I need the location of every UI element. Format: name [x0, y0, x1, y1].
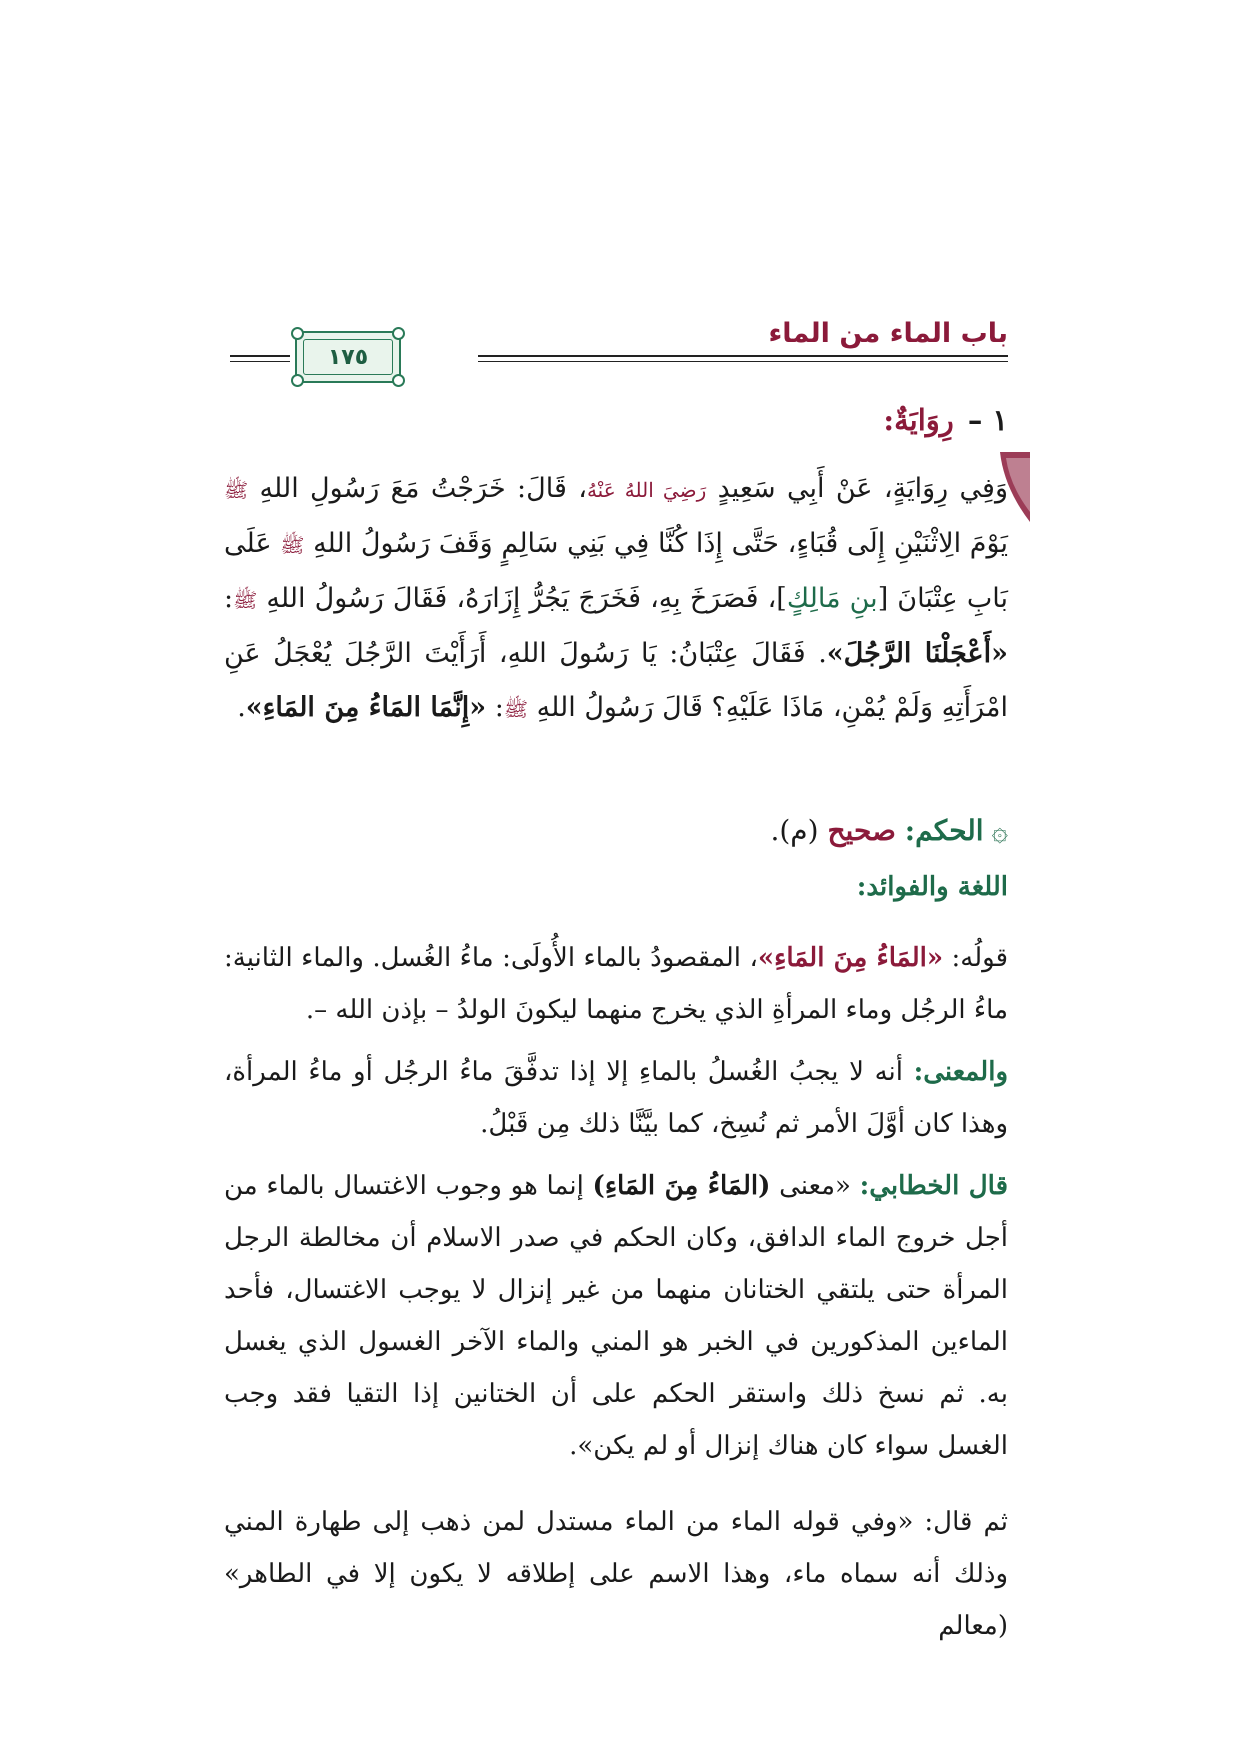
prophetic-quote: «إِنَّمَا المَاءُ مِنَ المَاءِ»: [245, 692, 487, 723]
section-heading: [883, 403, 1008, 437]
badge-corner-ornament: [291, 374, 304, 387]
ruling-label: الحكم:: [904, 814, 984, 847]
paragraph-khattabi: [224, 1160, 1008, 1472]
hadith-part: . فَقَالَ عِتْبَانُ: يَا رَسُولَ اللهِ، أَرَأَيْتَ الرَّجُلَ يُعْجَلُ عَنِ امْرَأَتِهِ وَلَمْ يُمْنِ، مَاذَا عَلَيْهِ؟ قَالَ رَسُولُ اللهِ: [224, 638, 1008, 723]
ruling-value: صحيح: [827, 814, 896, 847]
honorific-saw: ﷺ: [233, 588, 258, 612]
header-rule-left-2: [230, 361, 290, 362]
hadith-part: ، قَالَ: خَرَجْتُ مَعَ رَسُولِ اللهِ: [259, 473, 587, 504]
badge-corner-ornament: [392, 327, 405, 340]
badge-corner-ornament: [392, 374, 405, 387]
ruling-line: [770, 814, 1008, 847]
page-number-badge: [295, 331, 401, 383]
header-rule-left: [230, 355, 290, 357]
page-number: ١٧٥: [303, 339, 393, 375]
para-label: قال الخطابي:: [859, 1171, 1008, 1201]
para-text: ، المقصودُ بالماء الأُولَى: ماءُ الغُسل. والماء الثانية: ماءُ الرجُل وماء المرأةِ الذي يخرج منهما ليكونَ الولدُ – بإذن الله –.: [224, 943, 1008, 1025]
chapter-title: باب الماء من الماء: [768, 318, 1008, 349]
hadith-text: [224, 462, 1008, 736]
notes-heading: اللغة والفوائد:: [856, 872, 1008, 902]
hadith-part: عَلَى بَابِ عِتْبَانَ [: [224, 528, 1009, 614]
para-text: قولُه:: [943, 943, 1008, 973]
hadith-part: وَفِي رِوَايَةٍ، عَنْ أَبِي سَعِيدٍ: [717, 473, 1008, 504]
para-text: «معنى: [770, 1171, 860, 1201]
section-title: رِوَايَةٌ:: [883, 403, 954, 437]
paragraph-continuation: ثم قال: «وفي قوله الماء من الماء مستدل لمن ذهب إلى طهارة المني وذلك أنه سماه ماء، وهذا الاسم على إطلاقه لا يكون إلا في الطاهر» (معالم: [224, 1507, 1008, 1641]
para-text: أنه لا يجبُ الغُسلُ بالماءِ إلا إذا تدفَّقَ ماءُ الرجُل أو ماءُ المرأة، وهذا كان أوَّلَ الأمر ثم نُسِخ، كما بيَّنَّا ذلك مِن قَبْلُ.: [224, 1057, 1008, 1139]
quoted-phrase: (المَاءُ مِنَ المَاءِ): [592, 1171, 771, 1201]
honorific-saw: ﷺ: [280, 533, 305, 557]
para-label: والمعنى:: [913, 1057, 1008, 1087]
honorific-saw: ﷺ: [503, 697, 528, 721]
hadith-part: يَوْمَ الِاثْنَيْنِ إِلَى قُبَاءٍ، حَتَّى إِذَا كُنَّا فِي بَنِي سَالِمٍ وَقَفَ رَسُولُ اللهِ: [313, 528, 1008, 559]
hadith-part: ]، فَصَرَخَ بِهِ، فَخَرَجَ يَجُرُّ إِزَارَهُ، فَقَالَ رَسُولُ اللهِ: [266, 583, 787, 614]
hadith-part: .: [237, 692, 246, 723]
badge-corner-ornament: [291, 327, 304, 340]
rosette-icon: ۞: [991, 814, 1008, 847]
paragraph-meaning: [224, 1046, 1008, 1150]
section-number: ١ –: [967, 403, 1008, 437]
honorific-saw: ﷺ: [224, 478, 249, 502]
honorific-ra: رَضِيَ اللهُ عَنْهُ: [586, 478, 707, 502]
hadith-part: :: [486, 692, 504, 723]
para-text: إنما هو وجوب الاغتسال بالماء من أجل خروج الماء الدافق، وكان الحكم في صدر الاسلام أن مخالطة الرجل المرأة حتى يلتقي الختانان منهما من غير إنزال لا يوجب الاغتسال، فأحد الماءين المذكورين في الخبر هو المني والماء الآخر الغسول الذي يغسل به. ثم نسخ ذلك واستقر الحكم على أن الختانين إذا التقيا فقد وجب الغسل سواء كان هناك إنزال أو لم يكن».: [224, 1171, 1008, 1461]
quoted-phrase: «المَاءُ مِنَ المَاءِ»: [757, 943, 944, 973]
prophetic-quote: «أَعْجَلْنَا الرَّجُلَ»: [826, 638, 1008, 669]
hadith-part: :: [224, 583, 234, 614]
ruling-source: (م).: [770, 814, 819, 847]
paragraph-language: [224, 932, 1008, 1036]
header-rule-right: [478, 355, 1008, 357]
bracket-insert: بنِ مَالِكٍ: [786, 583, 878, 614]
header-rule-right-2: [478, 361, 1008, 362]
